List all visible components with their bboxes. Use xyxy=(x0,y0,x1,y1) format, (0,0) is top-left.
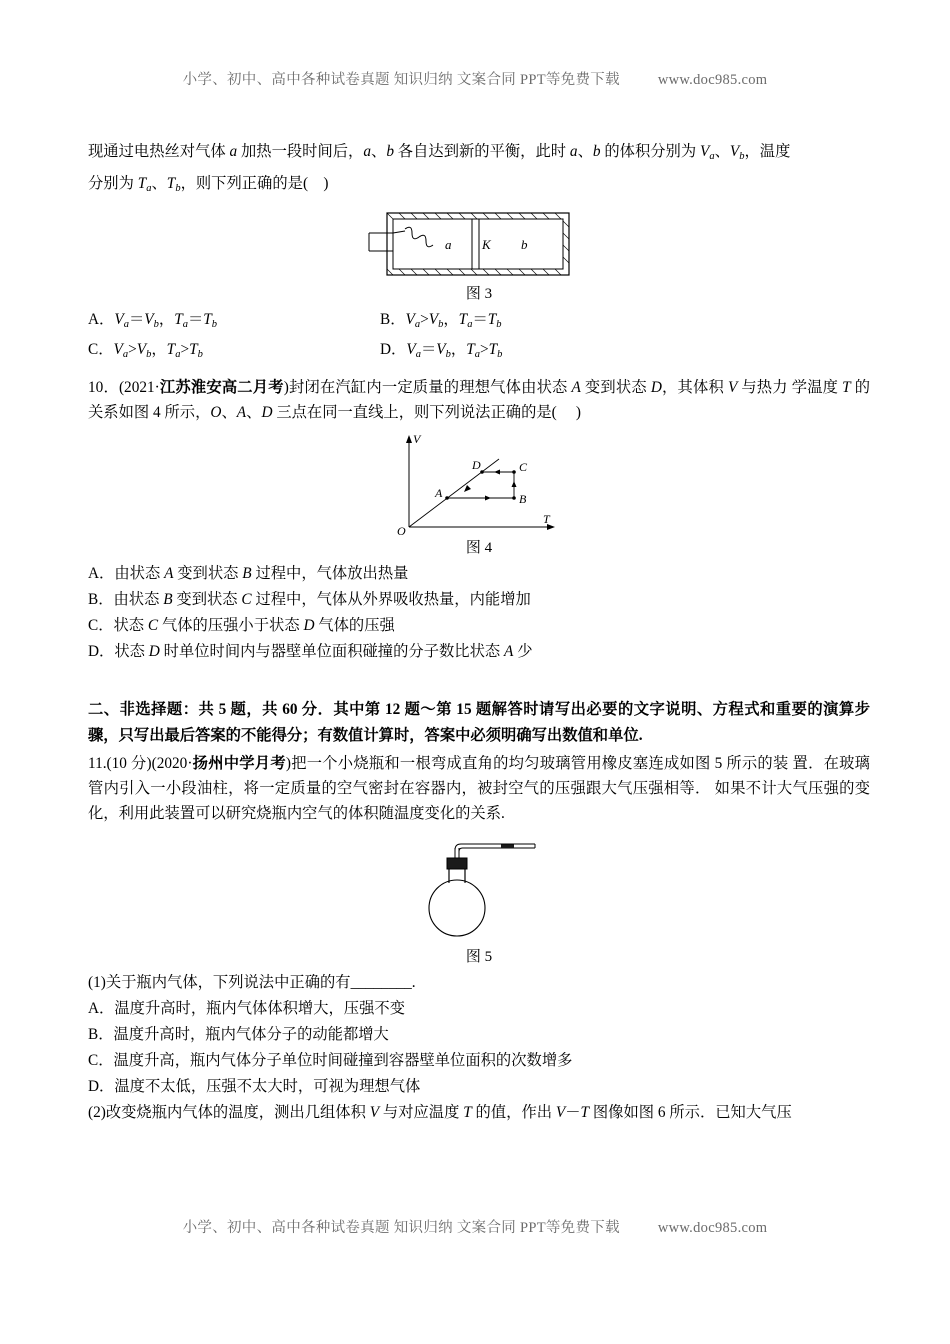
q11-stem: 11.(10 分)(2020·扬州中学月考)把一个小烧瓶和一根弯成直角的均匀玻璃管用橡皮塞连成如图 5 所示的装 置．在玻璃管内引入一小段油柱，将一定质量的空气密封在容器内，被封空气的压强跟大气压强相等． 如果不计大气压强的变化，利用此装置可以研究烧瓶内空气的体积随温度变化的关系. xyxy=(88,754,870,822)
q11-source-suffix: ) xyxy=(285,754,291,772)
svg-text:a: a xyxy=(445,236,452,252)
q9-option-b: B．$V_a>V_b$，$T_a=T_b$ xyxy=(380,310,502,330)
svg-text:B: B xyxy=(519,491,527,506)
q11-option-d: D．温度不太低，压强不太大时，可视为理想气体 xyxy=(88,1077,421,1095)
q11-option-b: B．温度升高时，瓶内气体分子的动能都增大 xyxy=(88,1025,389,1043)
figure-4-caption: 图 4 xyxy=(465,539,493,556)
watermark-text: 小学、初中、高中各种试卷真题 知识归纳 文案合同 PPT等免费下载 xyxy=(182,72,620,88)
q9-option-a: A．$V_a=V_b$，$T_a=T_b$ xyxy=(88,310,218,330)
watermark-url-bottom: www.doc985.com xyxy=(657,1220,768,1236)
q9-options-row-1 xyxy=(88,307,870,337)
figure-5 xyxy=(88,834,870,968)
svg-text:O: O xyxy=(397,523,406,535)
q10-option-c: C．状态 C 气体的压强小于状态 D 气体的压强 xyxy=(88,616,395,634)
svg-text:V: V xyxy=(413,431,421,446)
q11-sub1: (1)关于瓶内气体，下列说法中正确的有________. xyxy=(88,973,416,991)
question-9 xyxy=(88,139,870,367)
q11-number: 11.(10 分)(2020· xyxy=(88,754,193,772)
question-10 xyxy=(88,375,870,665)
section-2-heading: 二、非选择题：共 5 题，共 60 分．其中第 12 题～第 15 题解答时请写出必要的文字说明、方程式和重要的演算步骤，只写出最后答案的不能得分；有数值计算时，答案中必须明确写出数值和单位. xyxy=(88,700,870,744)
figure-5-caption: 图 5 xyxy=(465,948,493,965)
q9-stem-cont: 分别为 $T_a$、$T_b$，则下列正确的是( ) xyxy=(88,174,329,194)
q10-source: 江苏淮安高二月考 xyxy=(159,378,284,396)
figure-3-drawing xyxy=(349,207,609,281)
question-11 xyxy=(88,751,870,1126)
q10-option-d: D．状态 D 时单位时间内与器壁单位面积碰撞的分子数比状态 A 少 xyxy=(88,642,533,660)
svg-text:b: b xyxy=(521,236,528,252)
svg-text:C: C xyxy=(519,459,528,474)
svg-text:K: K xyxy=(482,236,491,252)
q11-source: 扬州中学月考 xyxy=(192,754,286,772)
q10-option-b: B．由状态 B 变到状态 C 过程中，气体从外界吸收热量，内能增加 xyxy=(88,590,531,608)
q10-source-suffix: ) xyxy=(283,378,289,396)
document-content xyxy=(88,135,870,1126)
figure-3 xyxy=(88,207,870,305)
spacer xyxy=(88,665,870,681)
q10-option-a: A．由状态 A 变到状态 B 过程中，气体放出热量 xyxy=(88,564,409,582)
q10-source-prefix: (2021· xyxy=(118,378,160,396)
figure-3-caption: 图 3 xyxy=(465,285,493,302)
q9-option-c: C．$V_a>V_b$，$T_a>T_b$ xyxy=(88,340,203,360)
figure-4 xyxy=(88,431,870,559)
svg-text:A: A xyxy=(435,485,443,500)
q9-stem: 现通过电热丝对气体 a 加热一段时间后，a、b 各自达到新的平衡，此时 a、b 的体积分别为 $V_a$、$V_b$，温度 xyxy=(88,143,791,162)
q11-option-c: C．温度升高，瓶内气体分子单位时间碰撞到容器壁单位面积的次数增多 xyxy=(88,1051,573,1069)
figure-5-drawing xyxy=(349,834,609,944)
watermark-top xyxy=(0,68,950,89)
spacer-2 xyxy=(88,681,870,697)
q9-options-row-2 xyxy=(88,337,870,367)
watermark-text-bottom: 小学、初中、高中各种试卷真题 知识归纳 文案合同 PPT等免费下载 xyxy=(182,1220,620,1236)
q11-option-a: A．温度升高时，瓶内气体体积增大，压强不变 xyxy=(88,999,405,1017)
q11-sub2: (2)改变烧瓶内气体的温度，测出几组体积 V 与对应温度 T 的值，作出 V－T 图像如图 6 所示．已知大气压 xyxy=(88,1103,792,1121)
svg-text:D: D xyxy=(472,457,481,472)
svg-text:T: T xyxy=(543,511,550,526)
watermark-bottom xyxy=(0,1216,950,1237)
q10-number: 10． xyxy=(88,378,119,396)
watermark-url: www.doc985.com xyxy=(657,72,768,88)
q9-option-d: D．$V_a=V_b$，$T_a>T_b$ xyxy=(380,340,503,360)
q10-stem: 10．(2021·江苏淮安高二月考)封闭在汽缸内一定质量的理想气体由状态 A 变到状态 D，其体积 V 与热力 学温度 T 的关系如图 4 所示，O、A、D 三点在同一直线上，则下列说法正确的是( ) xyxy=(88,378,870,421)
figure-4-drawing xyxy=(339,431,619,535)
